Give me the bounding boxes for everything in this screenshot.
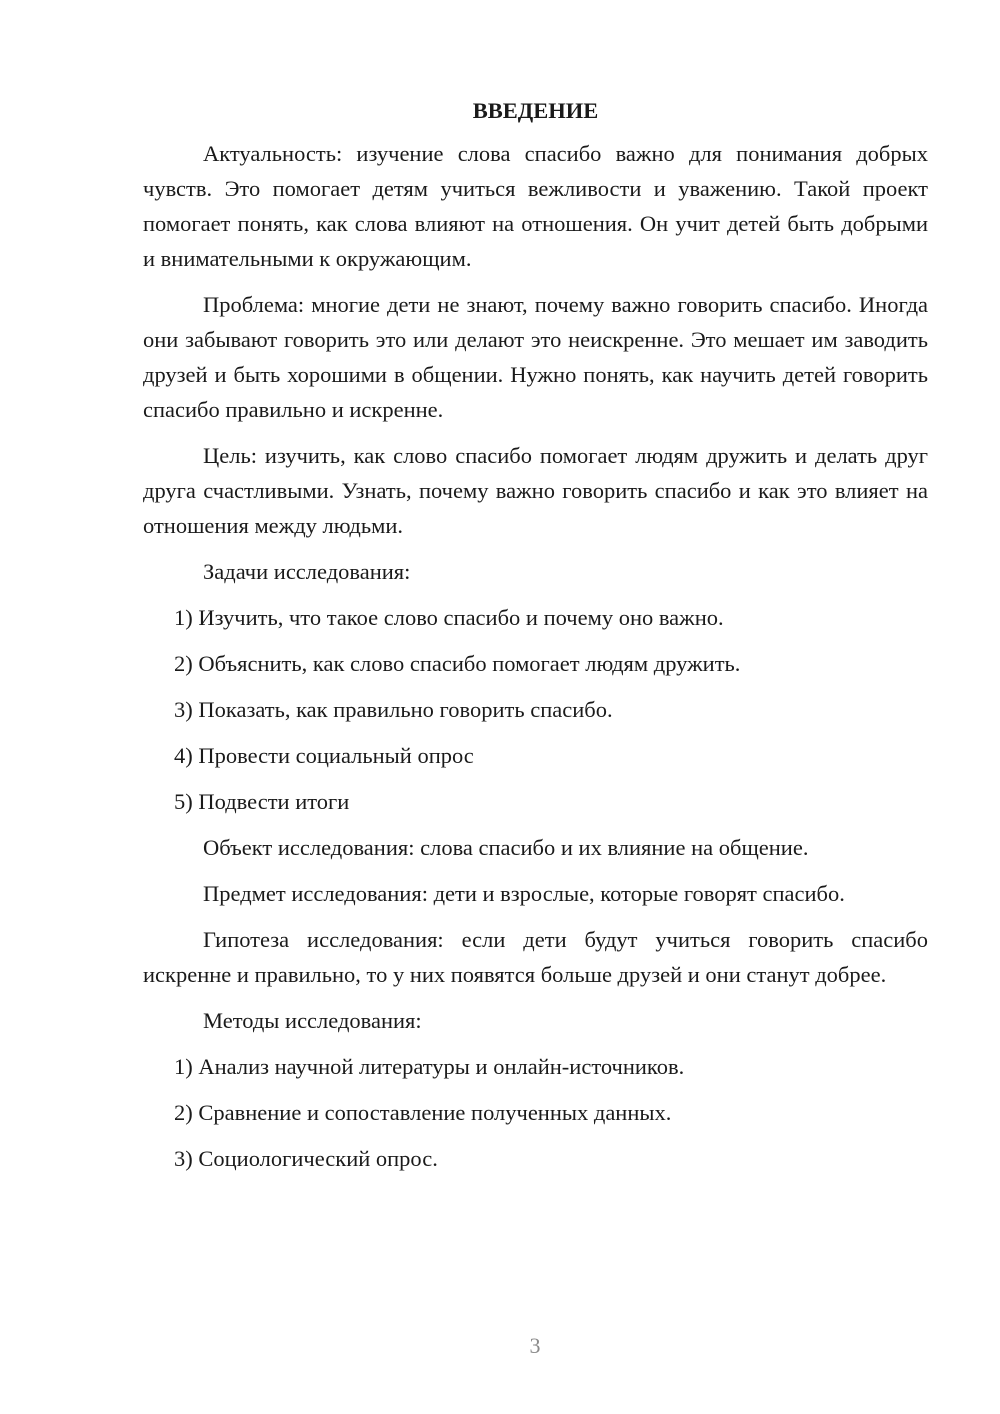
task-item: 2) Объяснить, как слово спасибо помогает людям дружить. [174,651,741,676]
methods-title: Методы исследования: [203,1008,422,1033]
goal-paragraph: Цель: изучить, как слово спасибо помогает людям дружить и делать друг друга счастливыми. Узнать, почему важно говорить спасибо и как это влияет на отношения между людьми. [143,443,928,538]
method-item: 3) Социологический опрос. [174,1146,438,1171]
tasks-title: Задачи исследования: [203,559,411,584]
subject-line: Предмет исследования: дети и взрослые, которые говорят спасибо. [203,881,845,906]
relevance-paragraph: Актуальность: изучение слова спасибо важно для понимания добрых чувств. Это помогает детям учиться вежливости и уважению. Такой проект помогает понять, как слова влияют на отношения. Он учит детей быть добрыми и внимательными к окружающим. [143,141,928,271]
page-content [143,96,928,1187]
task-item: 3) Показать, как правильно говорить спасибо. [174,697,613,722]
object-line: Объект исследования: слова спасибо и их влияние на общение. [203,835,809,860]
hypothesis-paragraph: Гипотеза исследования: если дети будут учиться говорить спасибо искренне и правильно, то у них появятся больше друзей и они станут добрее. [143,927,928,987]
problem-paragraph: Проблема: многие дети не знают, почему важно говорить спасибо. Иногда они забывают говорить это или делают это неискренне. Это мешает им заводить друзей и быть хорошими в общении. Нужно понять, как научить детей говорить спасибо правильно и искренне. [143,292,928,422]
method-item: 1) Анализ научной литературы и онлайн-источников. [174,1054,685,1079]
task-item: 5) Подвести итоги [174,789,350,814]
page-number: 3 [529,1333,541,1358]
task-item: 4) Провести социальный опрос [174,743,474,768]
method-item: 2) Сравнение и сопоставление полученных данных. [174,1100,672,1125]
section-heading: ВВЕДЕНИЕ [472,98,599,123]
task-item: 1) Изучить, что такое слово спасибо и почему оно важно. [174,605,724,630]
